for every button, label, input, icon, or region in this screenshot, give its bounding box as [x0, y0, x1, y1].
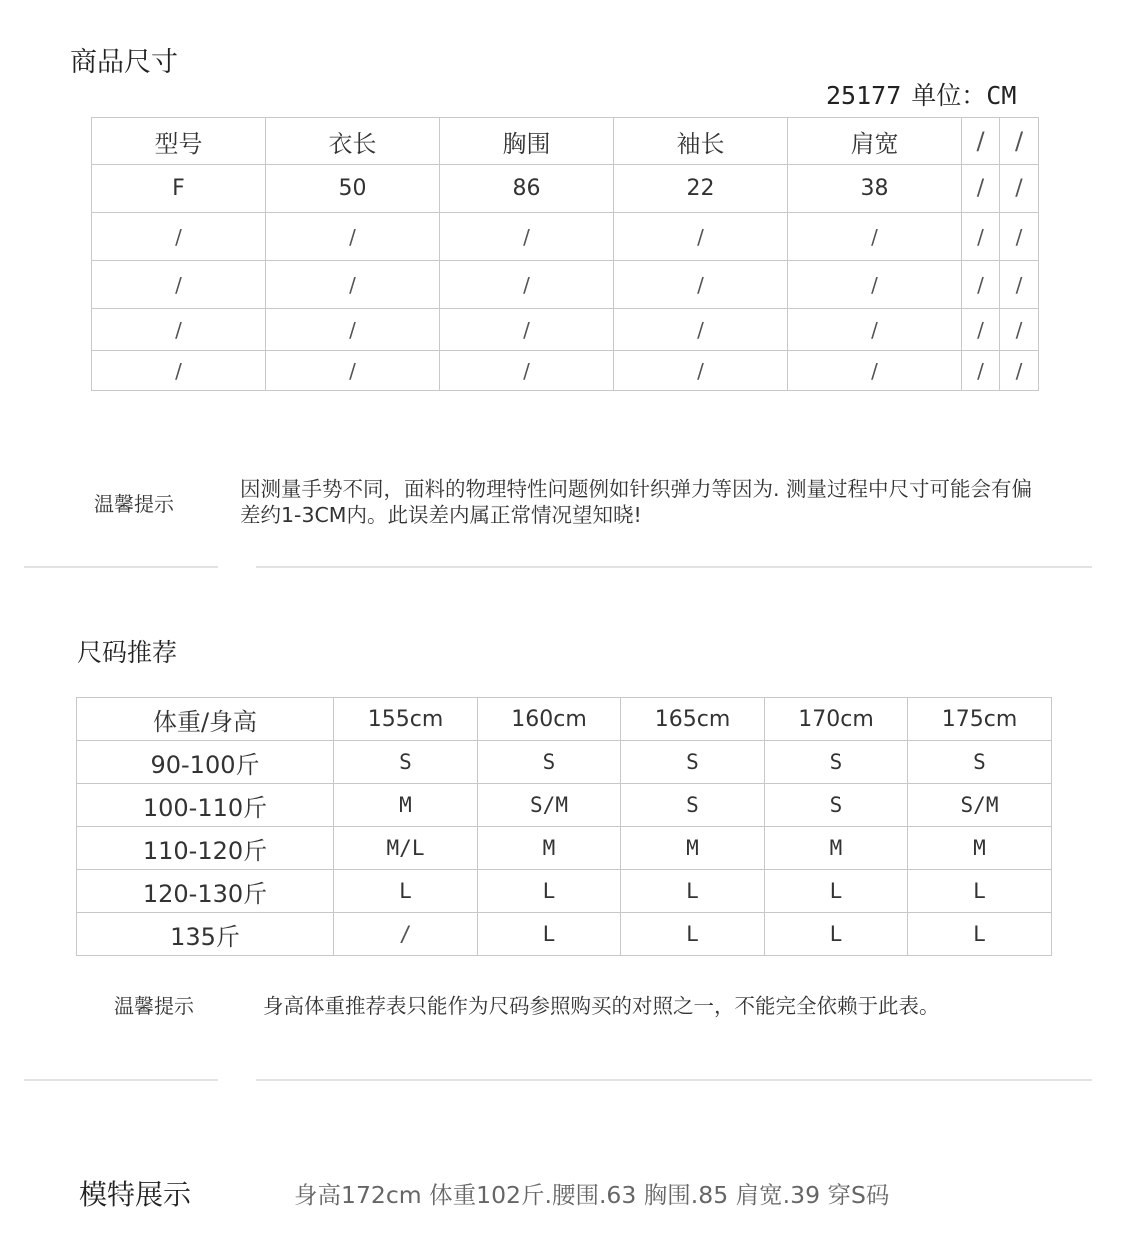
- header-cell: /: [1000, 118, 1039, 165]
- table-cell: /: [440, 261, 614, 309]
- size-table: [91, 117, 1039, 391]
- divider: [256, 1079, 1092, 1081]
- table-cell: 86: [440, 165, 614, 213]
- table-cell: /: [962, 309, 1000, 351]
- tip-text: 因测量手势不同，面料的物理特性问题例如针织弹力等因为. 测量过程中尺寸可能会有偏差约1-3CM内。此误差内属正常情况望知晓!: [240, 477, 1033, 527]
- table-cell: /: [266, 261, 440, 309]
- header-cell: 型号: [92, 118, 266, 165]
- table-cell: S: [908, 741, 1052, 784]
- table-cell: M: [908, 827, 1052, 870]
- table-cell: L: [334, 870, 478, 913]
- table-cell: 22: [614, 165, 788, 213]
- table-cell: S: [765, 741, 908, 784]
- table-cell: /: [962, 351, 1000, 391]
- table-cell: /: [962, 261, 1000, 309]
- table-cell: /: [788, 351, 962, 391]
- table-cell: M: [621, 827, 765, 870]
- table-cell: S/M: [908, 784, 1052, 827]
- table-cell: /: [614, 261, 788, 309]
- table-cell: 135斤: [77, 913, 334, 956]
- table-cell: L: [478, 870, 621, 913]
- tip-label: 温馨提示: [114, 994, 194, 1018]
- table-row: [92, 165, 1039, 213]
- header-cell: 衣长: [266, 118, 440, 165]
- table-cell: F: [92, 165, 266, 213]
- table-cell: /: [92, 351, 266, 391]
- table-cell: M: [478, 827, 621, 870]
- unit-text: 单位：CM: [911, 81, 1017, 110]
- header-cell: 胸围: [440, 118, 614, 165]
- table-row: [92, 309, 1039, 351]
- tip-text: 身高体重推荐表只能作为尺码参照购买的对照之一，不能完全依赖于此表。: [263, 994, 940, 1018]
- table-cell: L: [765, 870, 908, 913]
- table-cell: /: [1000, 213, 1039, 261]
- tip-label: 温馨提示: [94, 492, 174, 516]
- recommend-table: [76, 697, 1052, 956]
- table-cell: L: [908, 870, 1052, 913]
- table-cell: 90-100斤: [77, 741, 334, 784]
- table-row: [77, 827, 1052, 870]
- header-cell: 175cm: [908, 698, 1052, 741]
- table-cell: /: [1000, 351, 1039, 391]
- model-info: 身高172cm 体重102斤.腰围.63 胸围.85 肩宽.39 穿S码: [294, 1181, 890, 1209]
- table-cell: /: [614, 351, 788, 391]
- table-cell: L: [908, 913, 1052, 956]
- header-cell: 肩宽: [788, 118, 962, 165]
- table-cell: /: [962, 213, 1000, 261]
- divider: [24, 566, 218, 568]
- table-cell: 38: [788, 165, 962, 213]
- table-cell: L: [621, 913, 765, 956]
- table-cell: /: [440, 351, 614, 391]
- table-cell: /: [788, 309, 962, 351]
- header-cell: 155cm: [334, 698, 478, 741]
- table-cell: /: [614, 309, 788, 351]
- table-cell: /: [788, 213, 962, 261]
- table-cell: 120-130斤: [77, 870, 334, 913]
- recommend-table-header: [77, 698, 1052, 741]
- table-cell: 50: [266, 165, 440, 213]
- table-cell: /: [1000, 261, 1039, 309]
- recommend-section-title: 尺码推荐: [77, 638, 178, 667]
- header-cell: 165cm: [621, 698, 765, 741]
- table-cell: /: [962, 165, 1000, 213]
- table-cell: M: [334, 784, 478, 827]
- table-cell: /: [1000, 309, 1039, 351]
- table-row: [92, 213, 1039, 261]
- table-row: [77, 784, 1052, 827]
- table-cell: /: [92, 309, 266, 351]
- header-cell: 袖长: [614, 118, 788, 165]
- header-cell: 170cm: [765, 698, 908, 741]
- header-cell: /: [962, 118, 1000, 165]
- table-cell: /: [92, 261, 266, 309]
- size-table-header: [92, 118, 1039, 165]
- table-row: [92, 261, 1039, 309]
- unit-label: [826, 76, 1026, 112]
- table-cell: M: [765, 827, 908, 870]
- table-cell: /: [266, 213, 440, 261]
- table-cell: /: [92, 213, 266, 261]
- table-row: [77, 870, 1052, 913]
- divider: [256, 566, 1092, 568]
- table-row: [77, 741, 1052, 784]
- size-section-title: 商品尺寸: [70, 47, 178, 78]
- table-cell: 110-120斤: [77, 827, 334, 870]
- table-cell: L: [621, 870, 765, 913]
- table-cell: /: [266, 351, 440, 391]
- table-cell: /: [334, 913, 478, 956]
- table-cell: S: [334, 741, 478, 784]
- divider: [24, 1079, 218, 1081]
- table-cell: /: [440, 309, 614, 351]
- product-code: 25177: [826, 81, 902, 110]
- table-cell: S: [478, 741, 621, 784]
- table-cell: S/M: [478, 784, 621, 827]
- table-cell: 100-110斤: [77, 784, 334, 827]
- table-cell: S: [621, 741, 765, 784]
- table-cell: S: [621, 784, 765, 827]
- table-row: [77, 913, 1052, 956]
- table-cell: /: [440, 213, 614, 261]
- header-cell: 体重/身高: [77, 698, 334, 741]
- table-cell: /: [614, 213, 788, 261]
- model-section-title: 模特展示: [79, 1178, 192, 1211]
- table-cell: /: [266, 309, 440, 351]
- table-cell: /: [1000, 165, 1039, 213]
- header-cell: 160cm: [478, 698, 621, 741]
- table-cell: /: [788, 261, 962, 309]
- table-cell: S: [765, 784, 908, 827]
- table-cell: L: [478, 913, 621, 956]
- table-cell: L: [765, 913, 908, 956]
- table-cell: M/L: [334, 827, 478, 870]
- table-row: [92, 351, 1039, 391]
